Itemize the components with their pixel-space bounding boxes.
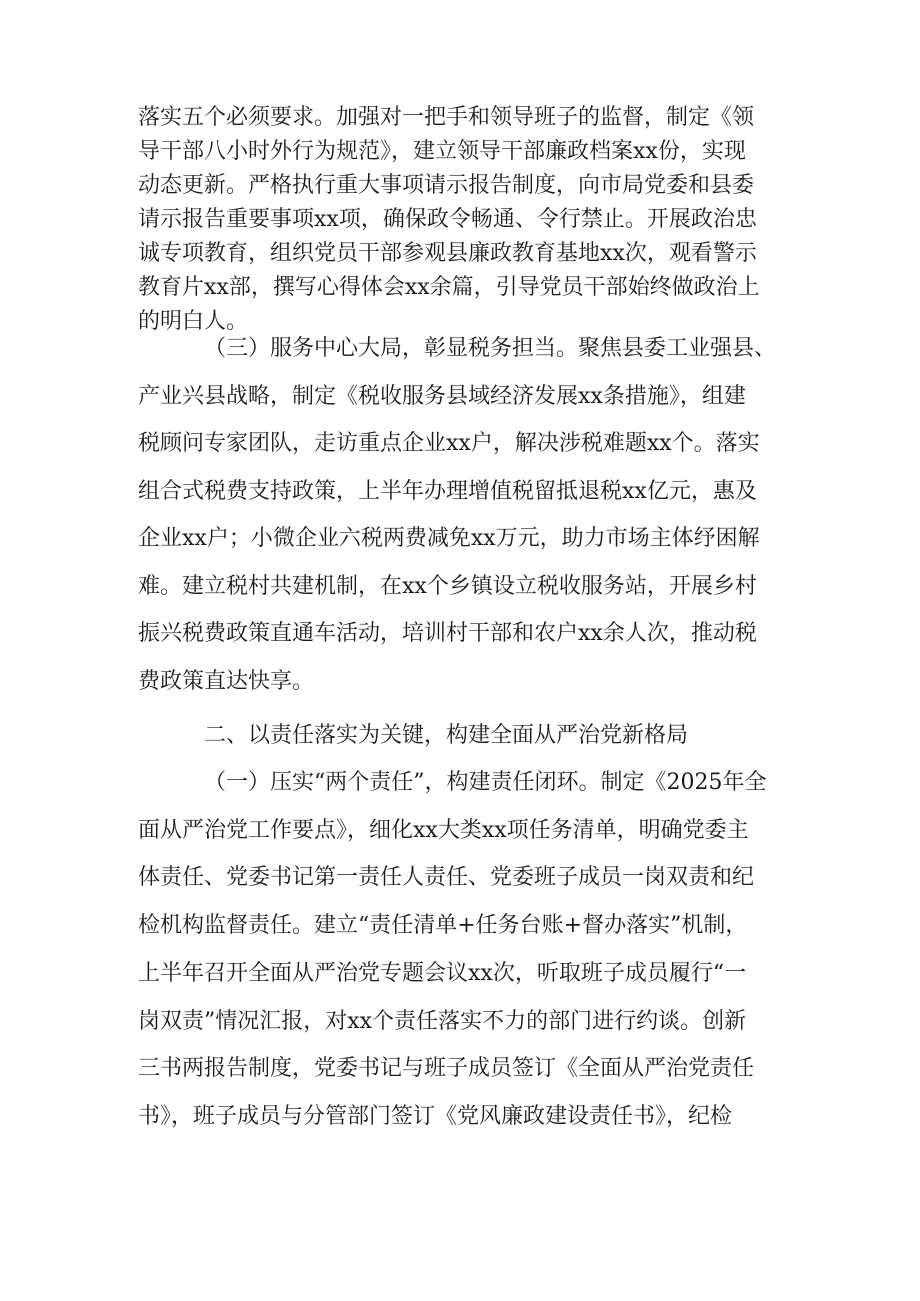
text-line: 难。建立税村共建机制，在xx个乡镇设立税收服务站，开展乡村 xyxy=(138,573,757,599)
heading-text: 二、以责任落实为关键，构建全面从严治党新格局 xyxy=(204,723,689,748)
text-line: 书》，班子成员与分管部门签订《党风廉政建设责任书》，纪检 xyxy=(138,1103,733,1129)
text-line: 体责任、党委书记第一责任人责任、党委班子成员一岗双责和纪 xyxy=(138,865,755,891)
section-heading xyxy=(138,719,798,753)
text-line: 导干部八小时外行为规范》，建立领导干部廉政档案xx份，实现 xyxy=(138,139,746,164)
text-line: 三书两报告制度，党委书记与班子成员签订《全面从严治党责任 xyxy=(138,1056,755,1082)
text-line: 检机构监督责任。建立“责任清单+任务台账+督办落实”机制， xyxy=(138,913,748,939)
paragraph-supervision xyxy=(138,101,798,339)
text-line: 税顾问专家团队，走访重点企业xx户，解决涉税难题xx个。落实 xyxy=(138,431,760,456)
text-line: 诚专项教育，组织党员干部参观县廉政教育基地xx次，观看警示 xyxy=(138,241,757,266)
text-line: 费政策直达快享。 xyxy=(138,668,315,694)
text-line: 企业xx户；小微企业六税两费减免xx万元，助力市场主体纾困解 xyxy=(138,526,760,551)
text-line: 动态更新。严格执行重大事项请示报告制度，向市局党委和县委 xyxy=(138,173,755,198)
text-line: 振兴税费政策直通车活动，培训村干部和农户xx余人次，推动税 xyxy=(138,621,757,646)
text-line: 产业兴县战略，制定《税收服务县域经济发展xx条措施》，组建 xyxy=(138,383,746,409)
paragraph-serve-center xyxy=(138,325,798,705)
text-line: 面从严治党工作要点》，细化xx大类xx项任务清单，明确党委主 xyxy=(138,817,749,843)
text-line: （一）压实“两个责任”，构建责任闭环。制定《2025年全 xyxy=(204,770,767,795)
text-line: 岗双责”情况汇报，对xx个责任落实不力的部门进行约谈。创新 xyxy=(138,1008,747,1034)
paragraph-two-responsibilities xyxy=(138,759,798,1141)
text-line: 组合式税费支持政策，上半年办理增值税留抵退税xx亿元，惠及 xyxy=(138,478,757,504)
text-line: （三）服务中心大局，彰显税务担当。聚焦县委工业强县、 xyxy=(204,336,777,361)
text-line: 请示报告重要事项xx项，确保政令畅通、令行禁止。开展政治忠 xyxy=(138,207,757,232)
text-line: 上半年召开全面从严治党专题会议xx次，听取班子成员履行“一 xyxy=(138,960,747,986)
text-line: 落实五个必须要求。加强对一把手和领导班子的监督，制定《领 xyxy=(138,105,755,130)
text-line: 的明白人。 xyxy=(138,309,249,334)
text-line: 教育片xx部，撰写心得体会xx余篇，引导党员干部始终做政治上 xyxy=(138,275,760,300)
